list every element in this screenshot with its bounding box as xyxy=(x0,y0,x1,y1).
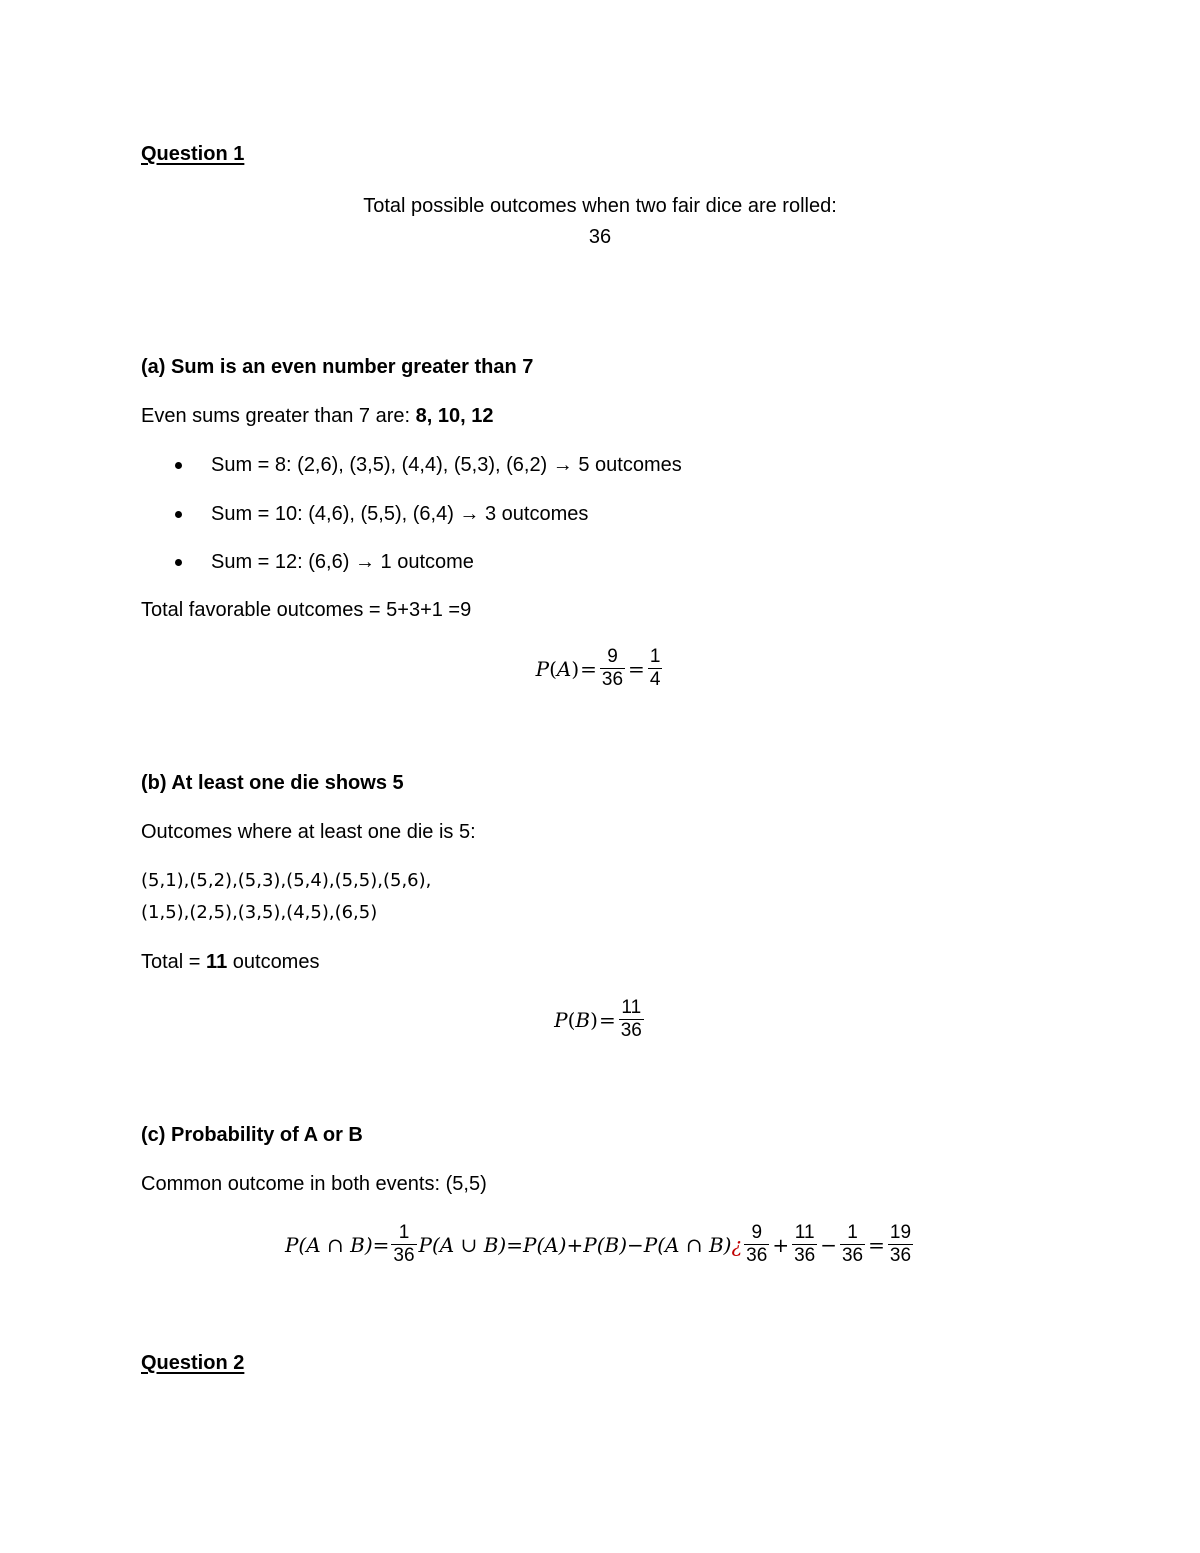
bullet-sum-8: Sum = 8: (2,6), (3,5), (4,4), (5,3), (6,2) → 5 outcomes xyxy=(211,454,682,476)
fraction-9-36: $\frac{9}{36}$ xyxy=(746,1222,768,1266)
bullet-icon xyxy=(175,462,182,469)
fraction-11-36: $\frac{11}{36}$ xyxy=(620,997,642,1041)
formula-pa-arg: A xyxy=(556,656,572,681)
bullet-icon xyxy=(175,559,182,566)
even-sums-line xyxy=(141,405,493,428)
even-sums-values: 8, 10, 12 xyxy=(415,405,494,427)
total-outcomes-value: 36 xyxy=(588,226,612,248)
total-favorable: Total favorable outcomes = 5+3+1 =9 xyxy=(141,599,472,621)
formula-pc-union: P(A ∪ B)=P(A)+P(B)−P(A ∩ B) xyxy=(418,1232,732,1257)
part-b-heading: (b) At least one die shows 5 xyxy=(141,772,404,794)
fraction-1-36: $\frac{1}{36}$ xyxy=(393,1222,415,1266)
bullet-icon xyxy=(175,511,182,518)
formula-pa: P ( A ) = $\frac{9}{36}$ = $\frac{1}{4}$ xyxy=(535,646,661,690)
even-sums-prefix: Even sums greater than 7 are: xyxy=(141,405,416,427)
bullet-sum-10: Sum = 10: (4,6), (5,5), (6,4) → 3 outcomes xyxy=(211,503,589,525)
formula-pc-intersection: P(A ∩ B)= xyxy=(284,1232,390,1257)
bullet-sum-12: Sum = 12: (6,6) → 1 outcome xyxy=(211,551,474,573)
fraction-1-4: $\frac{1}{4}$ xyxy=(649,646,661,690)
outcome-list-line-2: (1,5),(2,5),(3,5),(4,5),(6,5) xyxy=(141,902,378,923)
part-b-total: Total = 11 outcomes xyxy=(141,951,320,973)
error-glyph: ¿ xyxy=(731,1232,743,1257)
part-a-heading: (a) Sum is an even number greater than 7 xyxy=(141,356,534,378)
formula-pb: P ( B ) = $\frac{11}{36}$ xyxy=(554,997,642,1041)
fraction-9-36: $\frac{9}{36}$ xyxy=(601,646,624,690)
fraction-11-36: $\frac{11}{36}$ xyxy=(794,1222,816,1266)
formula-pc: P(A ∩ B)= $\frac{1}{36}$ P(A ∪ B)=P(A)+P(B)−P(A ∩ B) ¿ $\frac{9}{36}$ + $\frac{11}{36}$ − $\frac{1}{36}$ = $\frac{19}{36}$ xyxy=(284,1222,912,1266)
formula-pa-p: P xyxy=(535,656,550,681)
fraction-1-36: $\frac{1}{36}$ xyxy=(841,1222,864,1266)
part-b-intro: Outcomes where at least one die is 5: xyxy=(141,821,476,843)
fraction-19-36: $\frac{19}{36}$ xyxy=(889,1222,912,1266)
question-2-title: Question 2 xyxy=(141,1352,245,1374)
part-c-heading: (c) Probability of A or B xyxy=(141,1124,363,1146)
intro-line: Total possible outcomes when two fair dice are rolled: xyxy=(363,195,837,217)
outcome-list-line-1: (5,1),(5,2),(5,3),(5,4),(5,5),(5,6), xyxy=(141,870,432,891)
question-1-title: Question 1 xyxy=(141,143,245,165)
common-outcome: Common outcome in both events: (5,5) xyxy=(141,1173,487,1195)
